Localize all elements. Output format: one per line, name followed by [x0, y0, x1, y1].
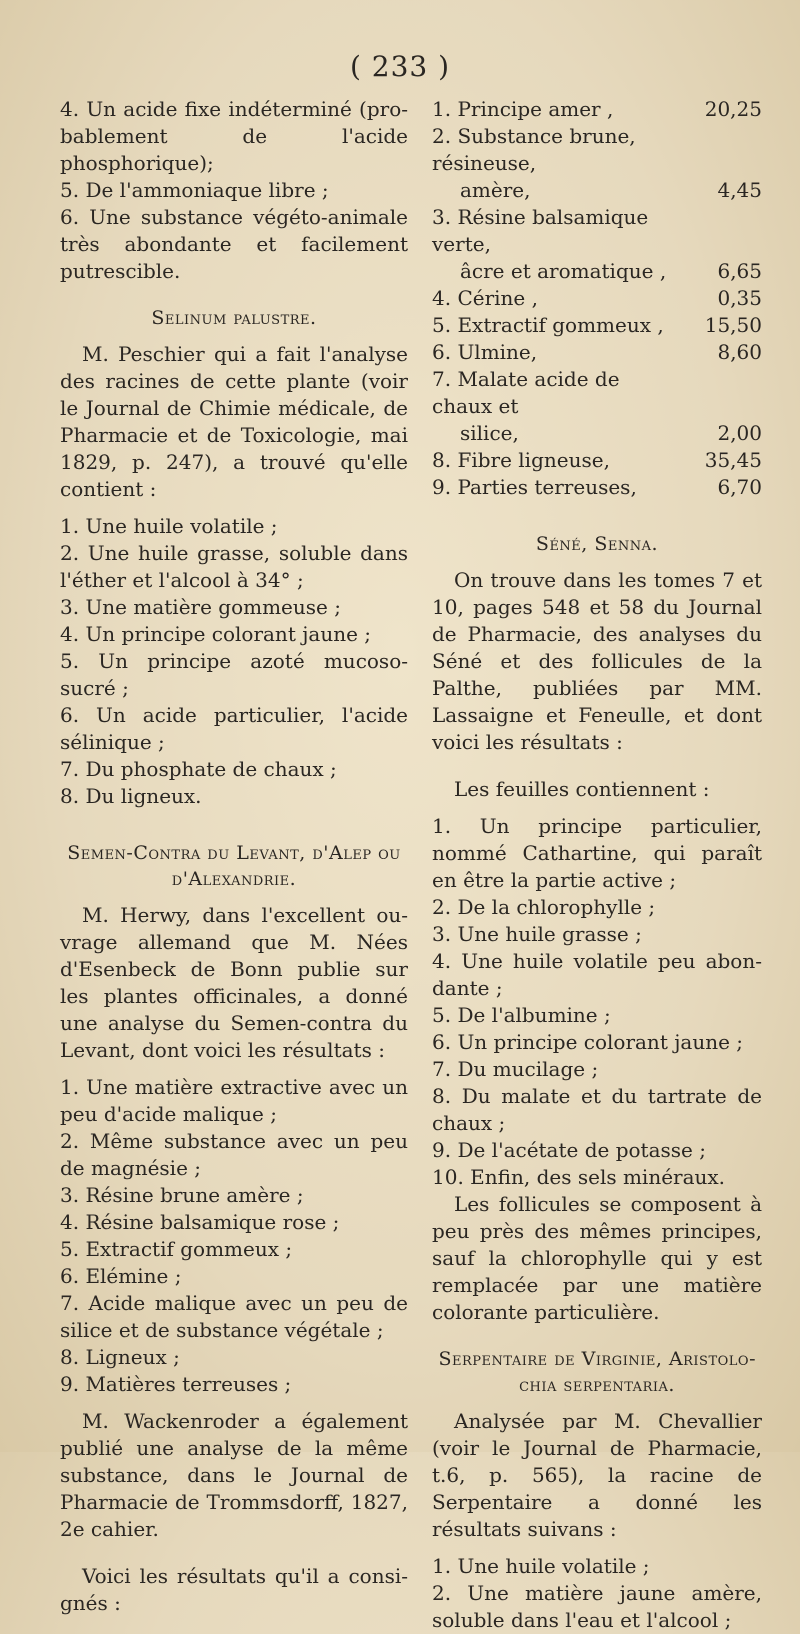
sene-heading: Séné, Senna.: [535, 533, 659, 555]
composition-label: 4. Cérine ,: [432, 286, 538, 310]
right-column: [432, 96, 762, 1634]
semen-list: [60, 1074, 408, 1398]
composition-label: 6. Ulmine,: [432, 340, 538, 364]
list-item: 1. Une huile volatile ;: [432, 1554, 650, 1578]
selinum-intro: M. Peschier qui a fait l'analyse des racines de cette plante (voir le Journal de Chimie médicale, de Pharmacie et de Toxicologie, mai 1829, p. 247), a trouvé qu'elle contient :: [60, 342, 408, 501]
list-item: 3. Résine brune amère ;: [60, 1183, 304, 1207]
composition-row: [432, 339, 762, 366]
list-item: 4. Un acide fixe indéterminé (probablement de l'acide phosphorique);: [60, 97, 408, 175]
composition-value: 0,35: [717, 286, 762, 310]
semen-heading: Semen-Contra du Levant, d'Alep ou: [67, 842, 401, 864]
list-item: 5. De l'ammoniaque libre ;: [60, 178, 329, 202]
selinum-list: [60, 513, 408, 810]
list-item: 10. Enfin, des sels minéraux.: [432, 1165, 726, 1189]
composition-label: 9. Parties terreuses,: [432, 475, 637, 499]
composition-row: [432, 177, 762, 204]
composition-label: 3. Résine balsamique verte,: [432, 205, 649, 256]
list-item: 5. Extractif gommeux ;: [60, 1237, 293, 1261]
composition-value: 6,65: [717, 259, 762, 283]
composition-label: silice,: [460, 421, 519, 445]
left-column: [60, 96, 408, 1617]
wackenroder-paragraph: M. Wackenroder a également publié une analyse de la même substance, dans le Journal de Pharmacie de Trommsdorff, 1827, 2e cahier.: [60, 1409, 408, 1541]
composition-value: 20,25: [704, 97, 762, 121]
list-item: 9. De l'acétate de potasse ;: [432, 1138, 706, 1162]
list-item: 4. Une huile volatile peu abondante ;: [432, 949, 762, 1000]
selinum-heading: Selinum palustre.: [151, 307, 317, 329]
composition-label: âcre et aromatique ,: [460, 259, 667, 283]
composition-value: 4,45: [717, 178, 762, 202]
composition-table: [432, 96, 762, 501]
list-item: 1. Un principe particulier, nommé Cathartine, qui paraît en être la partie active ;: [432, 814, 762, 892]
composition-label: 7. Malate acide de chaux et: [432, 367, 620, 418]
semen-intro: M. Herwy, dans l'excellent ouvrage allemand que M. Nées d'Esenbeck de Bonn publie sur les plantes officinales, a donné une analyse du Semen-contra du Levant, dont voici les résultats :: [60, 903, 408, 1062]
composition-row: [432, 204, 762, 258]
composition-value: 8,60: [717, 340, 762, 364]
composition-row: [432, 474, 762, 501]
composition-row: [432, 447, 762, 474]
sene-list: [432, 813, 762, 1191]
composition-value: 6,70: [717, 475, 762, 499]
sene-intro: On trouve dans les tomes 7 et 10, pages 548 et 58 du Journal de Pharmacie, des analyses du Séné et des follicules de la Palthe, publiées par MM. Lassaigne et Feneulle, et dont voici les résultats :: [432, 568, 762, 754]
list-item: 1. Une huile volatile ;: [60, 514, 278, 538]
closing-paragraph: Voici les résultats qu'il a consignés :: [60, 1564, 408, 1615]
composition-row: [432, 366, 762, 420]
list-item: 2. Même substance avec un peu de magnésie ;: [60, 1129, 408, 1180]
composition-row: [432, 420, 762, 447]
list-item: 6. Elémine ;: [60, 1264, 182, 1288]
leaves-intro: Les feuilles contiennent :: [454, 777, 710, 801]
composition-label: 8. Fibre ligneuse,: [432, 448, 610, 472]
serpentaire-intro: Analysée par M. Chevallier (voir le Journal de Pharmacie, t.6, p. 565), la racine de Serpentaire a donné les résultats suivans :: [432, 1409, 762, 1541]
list-item: 3. Une huile grasse ;: [432, 922, 642, 946]
composition-value: [682, 123, 762, 177]
composition-row: [432, 96, 762, 123]
composition-row: [432, 258, 762, 285]
list-item: 7. Du phosphate de chaux ;: [60, 757, 337, 781]
list-item: 4. Résine balsamique rose ;: [60, 1210, 340, 1234]
list-item: 2. Une matière jaune amère, soluble dans l'eau et l'alcool ;: [432, 1581, 762, 1632]
list-item: 6. Un acide particulier, l'acide sélinique ;: [60, 703, 408, 754]
composition-label: 2. Substance brune, résineuse,: [432, 124, 636, 175]
list-item: 2. De la chlorophylle ;: [432, 895, 656, 919]
follicles-paragraph: Les follicules se composent à peu près des mêmes principes, sauf la chlorophylle qui y est remplacée par une matière colorante particulière.: [432, 1192, 762, 1324]
composition-row: [432, 123, 762, 177]
semen-heading-line2: d'Alexandrie.: [171, 868, 297, 890]
list-item: 8. Du ligneux.: [60, 784, 202, 808]
list-item: 8. Du malate et du tartrate de chaux ;: [432, 1084, 762, 1135]
composition-label: 5. Extractif gommeux ,: [432, 313, 664, 337]
list-item: 2. Une huile grasse, soluble dans l'éther et l'alcool à 34° ;: [60, 541, 408, 592]
list-item: 6. Un principe colorant jaune ;: [432, 1030, 744, 1054]
list-item: 4. Un principe colorant jaune ;: [60, 622, 372, 646]
list-item: 9. Matières terreuses ;: [60, 1372, 292, 1396]
list-item: 5. Un principe azoté mucoso-sucré ;: [60, 649, 408, 700]
composition-value: [682, 366, 762, 420]
composition-row: [432, 285, 762, 312]
top-list: [60, 96, 408, 285]
composition-value: [682, 204, 762, 258]
serpentaire-heading: Serpentaire de Virginie, Aristolochia serpentaria.: [438, 1348, 756, 1396]
page-number: ( 233 ): [349, 50, 451, 83]
list-item: 6. Une substance végéto-animale très abondante et facilement putrescible.: [60, 205, 408, 283]
list-item: 8. Ligneux ;: [60, 1345, 180, 1369]
composition-row: [432, 312, 762, 339]
list-item: 1. Une matière extractive avec un peu d'acide malique ;: [60, 1075, 408, 1126]
composition-value: 15,50: [704, 313, 762, 337]
list-item: 3. Une matière gommeuse ;: [60, 595, 341, 619]
list-item: 7. Acide malique avec un peu de silice et de substance végétale ;: [60, 1291, 408, 1342]
composition-label: amère,: [460, 178, 531, 202]
list-item: 7. Du mucilage ;: [432, 1057, 599, 1081]
composition-label: 1. Principe amer ,: [432, 97, 614, 121]
composition-value: 35,45: [704, 448, 762, 472]
serpentaire-list: [432, 1553, 762, 1634]
list-item: 5. De l'albumine ;: [432, 1003, 611, 1027]
composition-value: 2,00: [717, 421, 762, 445]
